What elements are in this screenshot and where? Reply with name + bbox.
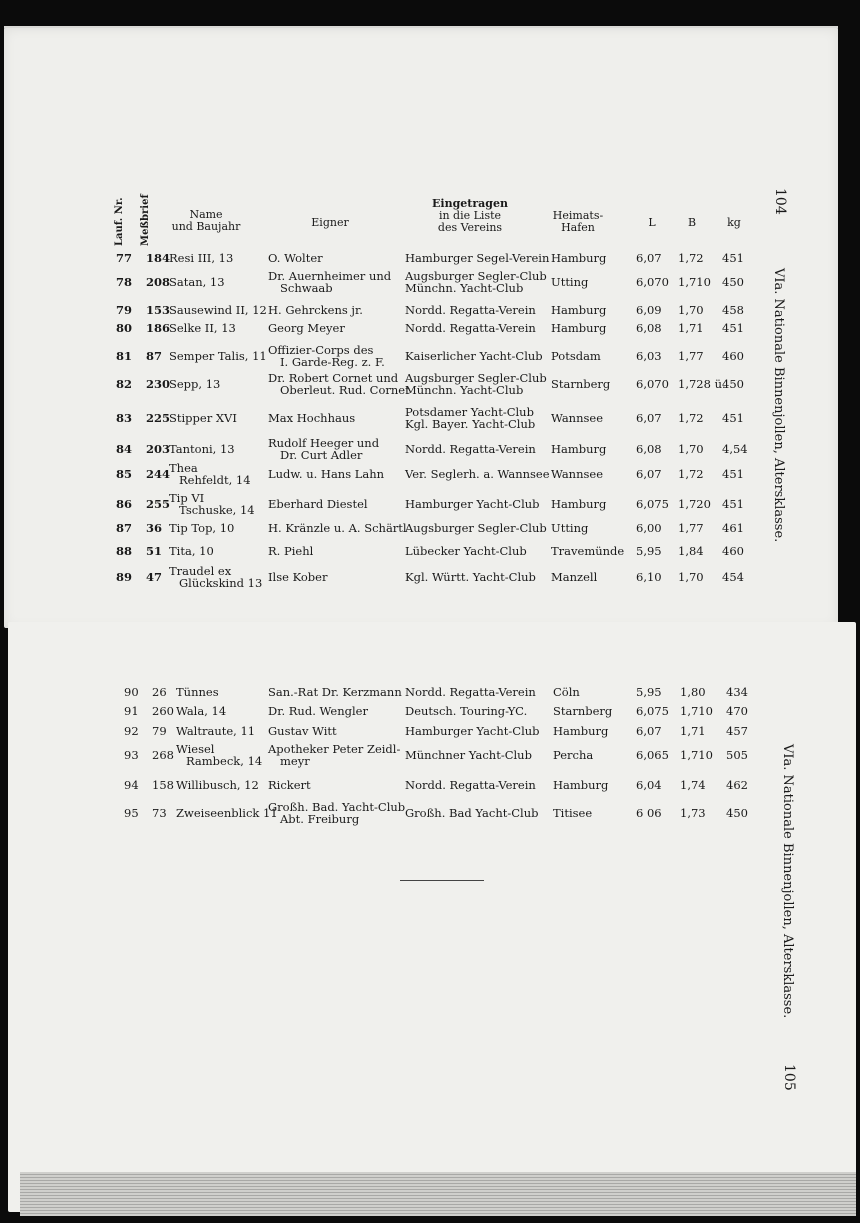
row-lauf-nr: 87 (116, 521, 133, 535)
row-home-port: Percha (553, 748, 594, 762)
row-beam: 1,710 (680, 748, 713, 762)
row-length: 6,07 (636, 467, 662, 481)
row-boat-name: Zweiseenblick 11 (176, 806, 278, 820)
row-weight: 451 (722, 321, 744, 335)
row-club: Hamburger Yacht-Club (405, 497, 540, 511)
row-lauf-nr: 80 (116, 321, 133, 335)
row-club: Kaiserlicher Yacht-Club (405, 349, 543, 363)
row-club: Münchn. Yacht-Club (405, 383, 524, 397)
row-lauf-nr: 95 (124, 806, 139, 820)
row-club: Nordd. Regatta-Verein (405, 321, 536, 335)
row-weight: 451 (722, 467, 744, 481)
row-owner: O. Wolter (268, 251, 323, 265)
header-name: Name und Baujahr (171, 208, 241, 233)
row-owner: Offizier-Corps des (268, 343, 374, 357)
row-messbrief: 255 (146, 497, 171, 511)
row-home-port: Hamburg (551, 497, 607, 511)
row-beam: 1,720 (678, 497, 711, 511)
row-lauf-nr: 93 (124, 748, 139, 762)
row-owner: Oberleut. Rud. Cornet (280, 383, 410, 397)
row-boat-name: Sausewind II, 12 (169, 303, 267, 317)
row-beam: 1,70 (678, 570, 704, 584)
row-club: Augsburger Segler-Club (405, 521, 547, 535)
row-boat-name: Rehfeldt, 14 (179, 473, 251, 487)
row-owner: Ludw. u. Hans Lahn (268, 467, 385, 481)
row-owner: Abt. Freiburg (280, 812, 360, 826)
row-owner: Apotheker Peter Zeidl- (268, 742, 401, 756)
header-eigner: Eigner (311, 216, 349, 229)
row-lauf-nr: 90 (124, 685, 139, 699)
row-owner: Schwaab (280, 281, 333, 295)
row-owner: Dr. Auernheimer und (268, 269, 392, 283)
row-home-port: Wannsee (551, 467, 604, 481)
row-length: 6,08 (636, 442, 662, 456)
row-length: 6,070 (636, 275, 669, 289)
row-weight: 4,54 (722, 442, 748, 456)
row-home-port: Cöln (553, 685, 580, 699)
row-beam: 1,72 (678, 251, 704, 265)
row-boat-name: Thea (169, 461, 198, 475)
row-home-port: Starnberg (553, 704, 613, 718)
row-owner: Ilse Kober (268, 570, 328, 584)
row-length: 5,95 (636, 685, 662, 699)
row-messbrief: 260 (152, 704, 174, 718)
row-length: 6,065 (636, 748, 669, 762)
row-owner: San.-Rat Dr. Kerzmann (268, 685, 402, 699)
row-lauf-nr: 82 (116, 377, 133, 391)
row-club: Nordd. Regatta-Verein (405, 778, 536, 792)
row-club: Großh. Bad Yacht-Club (405, 806, 539, 820)
header-eingetragen: Eingetragen in die Liste des Vereins (432, 197, 508, 234)
side-title-bottom: VIa. Nationale Binnenjollen, Altersklasse. (780, 744, 795, 1019)
row-length: 6,03 (636, 349, 662, 363)
row-weight: 451 (722, 497, 744, 511)
row-owner: Rickert (268, 778, 311, 792)
row-length: 6,07 (636, 724, 662, 738)
row-length: 6,00 (636, 521, 662, 535)
row-lauf-nr: 92 (124, 724, 139, 738)
row-club: Augsburger Segler-Club (405, 371, 547, 385)
row-length: 6,10 (636, 570, 662, 584)
row-messbrief: 51 (146, 544, 163, 558)
row-club: Kgl. Württ. Yacht-Club (405, 570, 536, 584)
row-lauf-nr: 85 (116, 467, 133, 481)
row-home-port: Hamburg (551, 442, 607, 456)
row-messbrief: 73 (152, 806, 167, 820)
row-weight: 451 (722, 251, 744, 265)
row-length: 6,07 (636, 251, 662, 265)
row-length: 6,075 (636, 497, 669, 511)
row-owner: Rudolf Heeger und (268, 436, 380, 450)
row-boat-name: Tip Top, 10 (169, 521, 235, 535)
row-club: Nordd. Regatta-Verein (405, 685, 536, 699)
row-club: Deutsch. Touring-YC. (405, 704, 528, 718)
row-beam: 1,728 ü. (678, 377, 726, 391)
row-messbrief: 203 (146, 442, 171, 456)
row-boat-name: Tip VI (169, 491, 205, 505)
row-beam: 1,70 (678, 303, 704, 317)
row-weight: 457 (726, 724, 748, 738)
row-home-port: Hamburg (551, 303, 607, 317)
row-lauf-nr: 83 (116, 411, 133, 425)
row-club: Augsburger Segler-Club (405, 269, 547, 283)
row-lauf-nr: 89 (116, 570, 133, 584)
header-messbrief: Meßbrief (140, 194, 151, 246)
row-home-port: Hamburg (551, 251, 607, 265)
row-beam: 1,71 (678, 321, 704, 335)
row-messbrief: 230 (146, 377, 171, 391)
row-weight: 454 (722, 570, 744, 584)
row-boat-name: Resi III, 13 (169, 251, 234, 265)
row-weight: 460 (722, 544, 744, 558)
row-beam: 1,710 (680, 704, 713, 718)
row-boat-name: Sepp, 13 (169, 377, 221, 391)
row-beam: 1,73 (680, 806, 706, 820)
row-boat-name: Tünnes (176, 685, 219, 699)
row-messbrief: 87 (146, 349, 163, 363)
row-club: Lübecker Yacht-Club (405, 544, 527, 558)
row-messbrief: 208 (146, 275, 171, 289)
row-boat-name: Traudel ex (169, 564, 232, 578)
row-home-port: Hamburg (553, 778, 609, 792)
row-lauf-nr: 81 (116, 349, 133, 363)
row-club: Münchn. Yacht-Club (405, 281, 524, 295)
row-weight: 450 (726, 806, 748, 820)
row-club: Ver. Seglerh. a. Wannsee (405, 467, 550, 481)
row-owner: Georg Meyer (268, 321, 345, 335)
row-lauf-nr: 84 (116, 442, 133, 456)
row-beam: 1,72 (678, 411, 704, 425)
page-number-104: 104 (772, 188, 788, 215)
row-lauf-nr: 78 (116, 275, 133, 289)
row-boat-name: Wiesel (176, 742, 215, 756)
row-boat-name: Waltraute, 11 (176, 724, 256, 738)
row-messbrief: 47 (146, 570, 163, 584)
row-length: 6,09 (636, 303, 662, 317)
row-boat-name: Selke II, 13 (169, 321, 236, 335)
row-boat-name: Tita, 10 (169, 544, 214, 558)
row-home-port: Starnberg (551, 377, 611, 391)
end-rule (400, 880, 484, 881)
row-boat-name: Stipper XVI (169, 411, 237, 425)
row-owner: Dr. Curt Adler (280, 448, 363, 462)
row-owner: Max Hochhaus (268, 411, 356, 425)
row-club: Hamburger Segel-Verein (405, 251, 550, 265)
row-owner: Gustav Witt (268, 724, 337, 738)
row-messbrief: 244 (146, 467, 171, 481)
row-club: Münchner Yacht-Club (405, 748, 532, 762)
row-beam: 1,77 (678, 521, 704, 535)
row-owner: H. Gehrckens jr. (268, 303, 363, 317)
side-title-top: VIa. Nationale Binnenjollen, Altersklasse. (771, 268, 786, 543)
row-weight: 451 (722, 411, 744, 425)
row-club: Hamburger Yacht-Club (405, 724, 540, 738)
row-length: 6,08 (636, 321, 662, 335)
row-beam: 1,74 (680, 778, 706, 792)
row-messbrief: 186 (146, 321, 171, 335)
row-messbrief: 153 (146, 303, 171, 317)
row-home-port: Hamburg (551, 321, 607, 335)
row-boat-name: Tschuske, 14 (179, 503, 255, 517)
row-beam: 1,710 (678, 275, 711, 289)
book-page-edges-bottom (20, 1172, 856, 1216)
row-owner: H. Kränzle u. A. Schärtl (268, 521, 407, 535)
row-home-port: Wannsee (551, 411, 604, 425)
row-weight: 462 (726, 778, 748, 792)
row-boat-name: Willibusch, 12 (176, 778, 259, 792)
row-beam: 1,71 (680, 724, 706, 738)
row-lauf-nr: 77 (116, 251, 133, 265)
row-messbrief: 158 (152, 778, 174, 792)
row-messbrief: 184 (146, 251, 171, 265)
page-number-105: 105 (781, 1064, 797, 1091)
row-home-port: Travemünde (551, 544, 625, 558)
row-beam: 1,77 (678, 349, 704, 363)
row-boat-name: Glückskind 13 (179, 576, 263, 590)
row-owner: meyr (280, 754, 310, 768)
row-lauf-nr: 91 (124, 704, 139, 718)
row-weight: 450 (722, 377, 744, 391)
row-boat-name: Wala, 14 (176, 704, 227, 718)
row-messbrief: 36 (146, 521, 163, 535)
row-beam: 1,70 (678, 442, 704, 456)
row-beam: 1,80 (680, 685, 706, 699)
row-messbrief: 268 (152, 748, 174, 762)
row-home-port: Manzell (551, 570, 598, 584)
row-owner: R. Piehl (268, 544, 314, 558)
row-boat-name: Semper Talis, 11 (169, 349, 267, 363)
header-B: B (687, 216, 697, 229)
row-owner: Dr. Rud. Wengler (268, 704, 368, 718)
row-lauf-nr: 88 (116, 544, 133, 558)
row-length: 6,070 (636, 377, 669, 391)
row-owner: Großh. Bad. Yacht-Club (268, 800, 406, 814)
row-boat-name: Tantoni, 13 (169, 442, 235, 456)
row-weight: 461 (722, 521, 744, 535)
row-weight: 460 (722, 349, 744, 363)
row-length: 6,04 (636, 778, 662, 792)
row-messbrief: 79 (152, 724, 167, 738)
row-boat-name: Rambeck, 14 (186, 754, 263, 768)
row-weight: 470 (726, 704, 748, 718)
row-club: Nordd. Regatta-Verein (405, 303, 536, 317)
row-length: 6,075 (636, 704, 669, 718)
row-length: 6,07 (636, 411, 662, 425)
row-owner: Eberhard Diestel (268, 497, 368, 511)
row-weight: 505 (726, 748, 748, 762)
row-lauf-nr: 79 (116, 303, 133, 317)
row-weight: 434 (726, 685, 748, 699)
row-club: Kgl. Bayer. Yacht-Club (405, 417, 536, 431)
row-club: Potsdamer Yacht-Club (405, 405, 534, 419)
row-beam: 1,84 (678, 544, 704, 558)
row-home-port: Utting (551, 521, 589, 535)
row-home-port: Potsdam (551, 349, 601, 363)
row-length: 5,95 (636, 544, 662, 558)
row-boat-name: Satan, 13 (169, 275, 225, 289)
row-messbrief: 26 (152, 685, 167, 699)
header-lauf-nr: Lauf. Nr. (114, 197, 125, 246)
row-lauf-nr: 86 (116, 497, 133, 511)
row-length: 6 06 (636, 806, 662, 820)
row-messbrief: 225 (146, 411, 171, 425)
row-owner: Dr. Robert Cornet und (268, 371, 399, 385)
row-home-port: Hamburg (553, 724, 609, 738)
row-owner: I. Garde-Reg. z. F. (280, 355, 385, 369)
row-home-port: Utting (551, 275, 589, 289)
header-kg: kg (727, 216, 741, 229)
row-home-port: Titisee (553, 806, 593, 820)
row-weight: 458 (722, 303, 744, 317)
row-club: Nordd. Regatta-Verein (405, 442, 536, 456)
row-lauf-nr: 94 (124, 778, 139, 792)
header-heimats-hafen: Heimats- Hafen (552, 209, 604, 234)
row-weight: 450 (722, 275, 744, 289)
row-beam: 1,72 (678, 467, 704, 481)
header-L: L (648, 216, 656, 229)
